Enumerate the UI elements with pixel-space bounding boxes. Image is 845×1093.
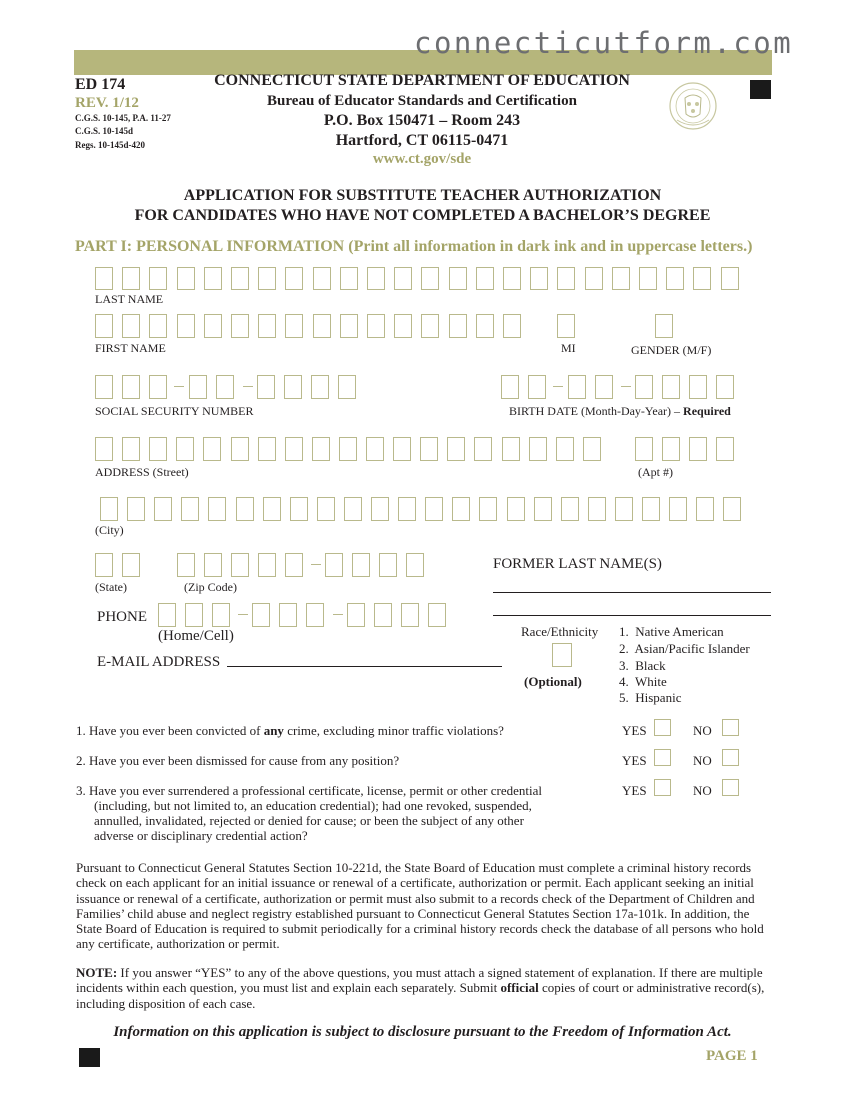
last-name-box[interactable] (421, 267, 439, 290)
question-3-line-4: adverse or disciplinary credential action? (94, 828, 308, 843)
last-name-box[interactable] (177, 267, 195, 290)
race-option-2: 2. Asian/Pacific Islander (619, 641, 750, 656)
gender-label: GENDER (M/F) (631, 343, 712, 357)
zip-label: (Zip Code) (184, 580, 237, 594)
phone-box[interactable] (252, 603, 270, 627)
form-revision: REV. 1/12 (75, 95, 139, 111)
race-option-3: 3. Black (619, 658, 666, 673)
last-name-box[interactable] (95, 267, 113, 290)
address-street-box[interactable] (556, 437, 574, 461)
email-input-line[interactable] (227, 666, 502, 667)
statute-line-1: C.G.S. 10-145, P.A. 11-27 (75, 113, 171, 123)
city-box[interactable] (615, 497, 633, 521)
ssn-box[interactable] (216, 375, 234, 399)
birth-date-required: Required (683, 404, 731, 418)
first-name-box[interactable] (204, 314, 222, 338)
last-name-box[interactable] (313, 267, 331, 290)
statute-paragraph: Pursuant to Connecticut General Statutes Section 10-221d, the State Board of Education must complete a criminal history records check on each applicant for an initial issuance or renewal of a certificate, authorization or permit. Each applicant seeking an initial issuance or renewal of a certificate, authorization or permit must also submit to a records check of the Department of Children and Families’ child abuse and neglect registry established pursuant to Connecticut General Statutes Section 17a-101k. In addition, the State Board of Education is required to submit periodically for a criminal history records check the database of all persons who hold any certificate, authorization or permit. (76, 860, 764, 952)
city-box[interactable] (236, 497, 254, 521)
q3-yes-checkbox[interactable] (654, 779, 671, 796)
ssn-box[interactable] (257, 375, 275, 399)
last-name-box[interactable] (231, 267, 249, 290)
city-box[interactable] (263, 497, 281, 521)
ssn-box[interactable] (189, 375, 207, 399)
home-cell-label: (Home/Cell) (158, 628, 234, 644)
po-box: P.O. Box 150471 – Room 243 (323, 112, 521, 129)
form-id: ED 174 (75, 76, 126, 93)
ssn-box[interactable] (122, 375, 140, 399)
q1-yes-checkbox[interactable] (654, 719, 671, 736)
last-name-box[interactable] (639, 267, 657, 290)
form-title-line-1: APPLICATION FOR SUBSTITUTE TEACHER AUTHORIZATION (183, 187, 662, 204)
birth-date-label (509, 404, 731, 419)
last-name-box[interactable] (394, 267, 412, 290)
address-street-box[interactable] (95, 437, 113, 461)
state-box[interactable] (122, 553, 140, 577)
state-label: (State) (95, 580, 127, 594)
website-link[interactable]: www.ct.gov/sde (372, 151, 472, 167)
address-street-box[interactable] (339, 437, 357, 461)
q2-no-checkbox[interactable] (722, 749, 739, 766)
zip-separator (311, 564, 321, 565)
last-name-box[interactable] (557, 267, 575, 290)
q3-yes-label: YES (622, 783, 647, 798)
last-name-box[interactable] (122, 267, 140, 290)
note-bold: official (500, 980, 539, 996)
zip-box[interactable] (258, 553, 276, 577)
birth-date-box[interactable] (501, 375, 519, 399)
first-name-box[interactable] (258, 314, 276, 338)
q1-no-label: NO (693, 723, 712, 738)
first-name-box[interactable] (313, 314, 331, 338)
state-box[interactable] (95, 553, 113, 577)
birth-date-box[interactable] (716, 375, 734, 399)
question-1-pre: 1. Have you ever been convicted of (76, 723, 264, 738)
city-box[interactable] (100, 497, 118, 521)
question-2 (76, 753, 399, 768)
first-name-box[interactable] (231, 314, 249, 338)
birth-date-box[interactable] (595, 375, 613, 399)
ssn-box[interactable] (284, 375, 302, 399)
note-text-1: If you answer “YES” to any of the above questions, you must attach a signed statement of explanation. If there are multiple incidents within each question, you must list and explain each separately. Submit (76, 965, 763, 996)
last-name-box[interactable] (503, 267, 521, 290)
birth-date-label-text: BIRTH DATE (Month-Day-Year) – (509, 404, 684, 418)
corner-mark (750, 80, 771, 99)
first-name-box[interactable] (367, 314, 385, 338)
first-name-label: FIRST NAME (95, 341, 166, 355)
email-label: E-MAIL ADDRESS (97, 654, 221, 670)
former-last-name-line-1[interactable] (493, 592, 771, 593)
city-box[interactable] (642, 497, 660, 521)
apt-label: (Apt #) (638, 465, 673, 479)
first-name-box[interactable] (449, 314, 467, 338)
zip-box[interactable] (352, 553, 370, 577)
city-box[interactable] (561, 497, 579, 521)
birth-date-box[interactable] (568, 375, 586, 399)
optional-label: (Optional) (524, 674, 582, 689)
race-option-4: 4. White (619, 674, 667, 689)
last-name-box[interactable] (340, 267, 358, 290)
address-street-box[interactable] (393, 437, 411, 461)
city-label: (City) (95, 523, 124, 537)
q2-yes-checkbox[interactable] (654, 749, 671, 766)
phone-label: PHONE (97, 609, 148, 625)
statute-line-2: C.G.S. 10-145d (75, 126, 134, 136)
q3-no-label: NO (693, 783, 712, 798)
address-street-box[interactable] (258, 437, 276, 461)
question-3 (76, 783, 542, 798)
last-name-box[interactable] (258, 267, 276, 290)
city-box[interactable] (534, 497, 552, 521)
last-name-box[interactable] (367, 267, 385, 290)
birth-date-box[interactable] (528, 375, 546, 399)
address-street-box[interactable] (176, 437, 194, 461)
first-name-box[interactable] (149, 314, 167, 338)
city-box[interactable] (507, 497, 525, 521)
address-street-box[interactable] (420, 437, 438, 461)
address-street-box[interactable] (502, 437, 520, 461)
last-name-label: LAST NAME (95, 292, 164, 306)
last-name-box[interactable] (585, 267, 603, 290)
question-3-line-2: (including, but not limited to, an education credential); had one revoked, suspended, (94, 798, 532, 813)
last-name-box[interactable] (285, 267, 303, 290)
phone-separator (238, 614, 248, 615)
birth-date-box[interactable] (689, 375, 707, 399)
last-name-box[interactable] (693, 267, 711, 290)
birth-date-box[interactable] (635, 375, 653, 399)
address-street-box[interactable] (122, 437, 140, 461)
middle-initial-box[interactable] (557, 314, 575, 338)
phone-box[interactable] (185, 603, 203, 627)
last-name-box[interactable] (149, 267, 167, 290)
race-option-1: 1. Native American (619, 624, 724, 639)
mi-label: MI (561, 341, 576, 355)
city-box[interactable] (317, 497, 335, 521)
city-box[interactable] (344, 497, 362, 521)
question-1 (76, 723, 504, 738)
city-box[interactable] (290, 497, 308, 521)
address-street-box[interactable] (474, 437, 492, 461)
q1-yes-label: YES (622, 723, 647, 738)
city-box[interactable] (479, 497, 497, 521)
part1-heading: PART I: PERSONAL INFORMATION (Print all information in dark ink and in uppercase letters.) (75, 238, 753, 255)
last-name-box[interactable] (204, 267, 222, 290)
city-line: Hartford, CT 06115-0471 (335, 132, 509, 149)
city-box[interactable] (696, 497, 714, 521)
state-seal-icon (667, 80, 719, 132)
city-box[interactable] (588, 497, 606, 521)
question-2-text: 2. Have you ever been dismissed for cause from any position? (76, 753, 400, 768)
zip-box[interactable] (325, 553, 343, 577)
phone-box[interactable] (158, 603, 176, 627)
address-label: ADDRESS (Street) (95, 465, 189, 479)
address-street-box[interactable] (203, 437, 221, 461)
q3-no-checkbox[interactable] (722, 779, 739, 796)
address-street-box[interactable] (583, 437, 601, 461)
zip-box[interactable] (204, 553, 222, 577)
phone-separator (333, 614, 343, 615)
city-box[interactable] (425, 497, 443, 521)
zip-box[interactable] (406, 553, 424, 577)
first-name-box[interactable] (122, 314, 140, 338)
phone-box[interactable] (212, 603, 230, 627)
question-1-post: crime, excluding minor traffic violations? (283, 723, 504, 738)
first-name-box[interactable] (394, 314, 412, 338)
note-text-2: copies of court or administrative record(s), including disposition of each case. (76, 980, 765, 1011)
race-box[interactable] (552, 643, 572, 667)
last-name-box[interactable] (449, 267, 467, 290)
last-name-box[interactable] (612, 267, 630, 290)
ssn-box[interactable] (338, 375, 356, 399)
race-label: Race/Ethnicity (521, 624, 599, 639)
ssn-box[interactable] (311, 375, 329, 399)
address-street-box[interactable] (149, 437, 167, 461)
phone-box[interactable] (347, 603, 365, 627)
q2-no-label: NO (693, 753, 712, 768)
last-name-box[interactable] (666, 267, 684, 290)
department-name: CONNECTICUT STATE DEPARTMENT OF EDUCATION (214, 72, 630, 89)
watermark: connecticutform.com (414, 26, 794, 60)
zip-box[interactable] (285, 553, 303, 577)
first-name-box[interactable] (421, 314, 439, 338)
city-box[interactable] (723, 497, 741, 521)
first-name-box[interactable] (95, 314, 113, 338)
ssn-separator (174, 386, 184, 387)
foi-notice: Information on this application is subject to disclosure pursuant to the Freedom of Information Act. (113, 1024, 732, 1040)
first-name-box[interactable] (177, 314, 195, 338)
zip-box[interactable] (379, 553, 397, 577)
statute-line-3: Regs. 10-145d-420 (75, 140, 145, 150)
city-box[interactable] (208, 497, 226, 521)
address-street-box[interactable] (231, 437, 249, 461)
city-box[interactable] (452, 497, 470, 521)
footer-mark (79, 1048, 100, 1067)
phone-box[interactable] (279, 603, 297, 627)
address-street-box[interactable] (529, 437, 547, 461)
phone-box[interactable] (374, 603, 392, 627)
question-3-line-3: annulled, invalidated, rejected or denied for cause; or been the subject of any other (94, 813, 524, 828)
birth-date-box[interactable] (662, 375, 680, 399)
address-street-box[interactable] (312, 437, 330, 461)
address-apt-box[interactable] (716, 437, 734, 461)
ssn-box[interactable] (149, 375, 167, 399)
ssn-separator (243, 386, 253, 387)
last-name-box[interactable] (530, 267, 548, 290)
birth-date-separator (553, 386, 563, 387)
first-name-box[interactable] (340, 314, 358, 338)
former-last-name-line-2[interactable] (493, 615, 771, 616)
address-street-box[interactable] (447, 437, 465, 461)
page-number: PAGE 1 (706, 1048, 758, 1064)
zip-box[interactable] (177, 553, 195, 577)
first-name-box[interactable] (503, 314, 521, 338)
phone-box[interactable] (401, 603, 419, 627)
last-name-box[interactable] (476, 267, 494, 290)
question-1-bold: any (263, 723, 284, 738)
city-box[interactable] (154, 497, 172, 521)
address-street-box[interactable] (366, 437, 384, 461)
city-box[interactable] (127, 497, 145, 521)
city-box[interactable] (669, 497, 687, 521)
address-apt-box[interactable] (689, 437, 707, 461)
address-apt-box[interactable] (662, 437, 680, 461)
city-box[interactable] (398, 497, 416, 521)
birth-date-separator (621, 386, 631, 387)
note-label: NOTE: (76, 965, 118, 980)
q2-yes-label: YES (622, 753, 647, 768)
former-last-names-label: FORMER LAST NAME(S) (493, 556, 662, 572)
bureau-name: Bureau of Educator Standards and Certification (267, 93, 577, 109)
note-paragraph (76, 965, 766, 1011)
zip-box[interactable] (231, 553, 249, 577)
form-title-line-2: FOR CANDIDATES WHO HAVE NOT COMPLETED A BACHELOR’S DEGREE (134, 207, 711, 224)
address-apt-box[interactable] (635, 437, 653, 461)
race-option-5: 5. Hispanic (619, 690, 682, 705)
ssn-label: SOCIAL SECURITY NUMBER (95, 404, 254, 418)
question-3-text: 3. Have you ever surrendered a professional certificate, license, permit or other credential (76, 783, 542, 798)
first-name-box[interactable] (285, 314, 303, 338)
last-name-box[interactable] (721, 267, 739, 290)
gender-box[interactable] (655, 314, 673, 338)
address-street-box[interactable] (285, 437, 303, 461)
phone-box[interactable] (428, 603, 446, 627)
q1-no-checkbox[interactable] (722, 719, 739, 736)
ssn-box[interactable] (95, 375, 113, 399)
first-name-box[interactable] (476, 314, 494, 338)
phone-box[interactable] (306, 603, 324, 627)
city-box[interactable] (371, 497, 389, 521)
city-box[interactable] (181, 497, 199, 521)
